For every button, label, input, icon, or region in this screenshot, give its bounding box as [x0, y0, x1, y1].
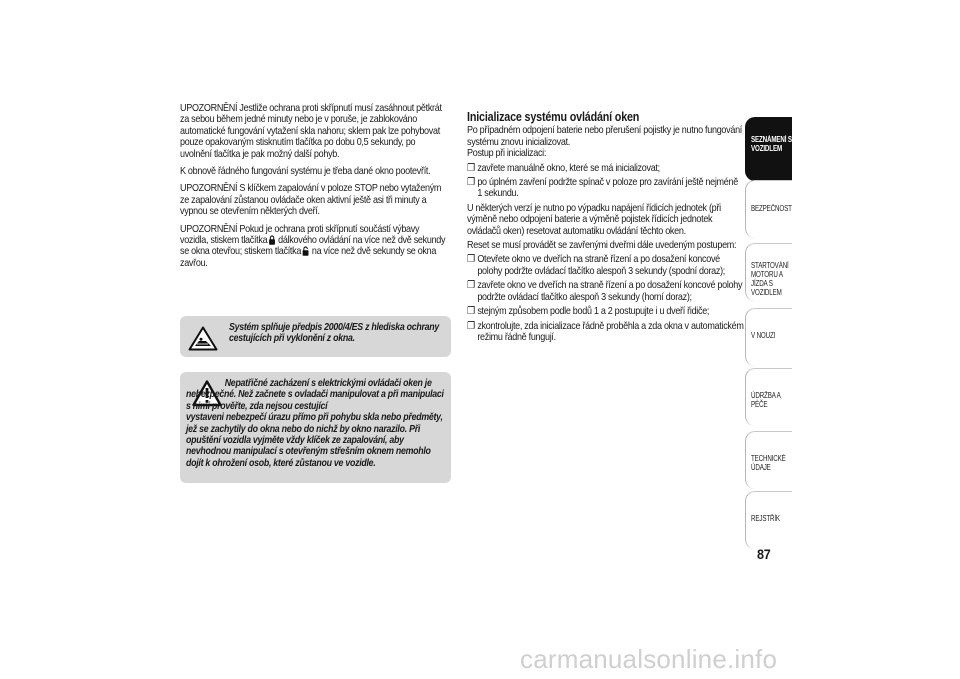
paragraph-remote-control — [180, 224, 447, 270]
paragraph-anti-pinch-warning: UPOZORNĚNÍ Jestliže ochrana proti skřípnutí musí zasáhnout pětkrát za sebou během jedné minuty nebo je v poruše, je zablokováno automatické fungování vytažení skla nahoru; sklem pak lze pohybovat pouze opakovaným stisknutím tlačítka po dobu 0,5 sekundy, po uvolnění tlačítka je pak možný další pohyb. — [180, 102, 442, 160]
list-item-text: stejným způsobem podle bodů 1 a 2 postupujte i u dveří řidiče; — [477, 305, 710, 318]
chapter-tab[interactable] — [745, 368, 792, 426]
checkbox-bullet-icon: ❐ — [467, 161, 475, 174]
list-item-text: zavřete okno ve dveřích na straně řízení a po dosažení koncové polohy podržte ovládací tlačítko alespoň 3 sekundy (horní doraz); — [477, 279, 743, 303]
chapter-tab-label: ÚDRŽBA A PÉČE — [751, 391, 781, 409]
lock-icon — [302, 246, 309, 256]
chapter-tab-label: TECHNICKÉ ÚDAJE — [751, 454, 786, 472]
chapter-tab[interactable] — [745, 431, 792, 489]
chapter-tab[interactable] — [745, 180, 792, 238]
chapter-tab-label: BEZPEČNOST — [751, 204, 792, 213]
remote-text-b: dálkového ovládání na více než dvě sekundy se okna otevřou; stiskem tlačítka — [180, 234, 446, 258]
paragraph-intro: Po případném odpojení baterie nebo přerušení pojistky je nutno fungování systému znovu inicializovat. — [467, 124, 743, 148]
note-danger-warning — [180, 372, 451, 483]
remote-text-c: na více než dvě sekundy se okna zavřou. — [180, 245, 437, 269]
lock-icon — [268, 235, 275, 245]
paragraph-restore-function: K obnově řádného fungování systému je třeba dané okno pootevřít. — [180, 165, 431, 178]
list-item-text: po úplném zavření podržte spínač v poloze pro zavírání ještě nejméně 1 sekundu. — [477, 176, 738, 200]
note-child-protection-text: Systém splňuje předpis 2000/4/ES z hlediska ochrany cestujících při vyklonění z okna. — [229, 322, 440, 345]
reset-steps-list — [467, 254, 744, 343]
list-item — [467, 321, 744, 344]
section-heading: Inicializace systému ovládání oken — [467, 110, 640, 124]
paragraph-reset: U některých verzí je nutno po výpadku napájení řídicích jednotek (při výměně nebo odpojení baterie a výměně pojistek řídicích jednotek ovládačů oken) resetovat automatiku ovládání těchto oken. — [467, 201, 721, 237]
checkbox-bullet-icon: ❐ — [467, 279, 475, 292]
list-item — [467, 177, 744, 200]
list-item — [467, 254, 744, 277]
note-danger-rest: vystaveni nebezpečí úrazu přímo při pohybu skla nebo předměty, jež se zachytily do okna nebo do nichž by okno narazilo. Při opuštění vozidla vyjměte vždy klíček ze zapalování, aby nevhodnou manipulací s otevřeným střešním oknem nemohlo dojít k ohrožení osob, které zůstanou ve vozidle. — [186, 412, 443, 469]
chapter-tab-label: REJSTŘÍK — [751, 514, 780, 523]
list-item — [467, 280, 744, 303]
list-item-text: zkontrolujte, zda inicializace řádně proběhla a zda okna v automatickém režimu řádně fungují. — [477, 319, 744, 343]
note-danger-warning-text — [186, 378, 450, 469]
checkbox-bullet-icon: ❐ — [467, 305, 475, 318]
list-item — [467, 163, 744, 174]
checkbox-bullet-icon: ❐ — [467, 176, 475, 189]
chapter-tab[interactable] — [745, 243, 792, 301]
child-window-warning-icon — [188, 326, 218, 351]
list-item — [467, 306, 744, 317]
chapter-tab-label: SEZNÁMENÍ S VOZIDLEM — [751, 135, 792, 153]
chapter-tab[interactable] — [745, 117, 792, 181]
list-item-text: Otevřete okno ve dveřích na straně řízení a po dosažení koncové polohy podržte ovládací tlačítko alespoň 3 sekundy (spodní doraz); — [477, 253, 726, 277]
note-danger-first: Nepatřičné zacházení s elektrickými ovládači oken je nebezpečné. Než začnete s ovladači manipulovat a při manipulaci s nimi prověřte, zda nejsou cestující — [186, 378, 444, 412]
remote-text-a: UPOZORNĚNÍ Pokud je ochrana proti skřípnutí součástí výbavy vozidla, stiskem tlačítka — [180, 222, 420, 247]
checkbox-bullet-icon: ❐ — [467, 319, 475, 332]
paragraph-ignition-stop: UPOZORNĚNÍ S klíčkem zapalování v poloze STOP nebo vytaženým ze zapalování zůstanou ovládače oken aktivní ještě asi tři minuty a vypnou se otevřením některých dveří. — [180, 182, 442, 218]
init-steps-list — [467, 163, 744, 200]
chapter-tab[interactable] — [745, 308, 792, 366]
note-child-protection — [180, 316, 451, 357]
left-column — [180, 103, 447, 275]
right-column — [467, 112, 744, 346]
page-number: 87 — [757, 546, 771, 562]
chapter-tab-label: STARTOVÁNÍ MOTORU A JÍZDA S VOZIDLEM — [751, 261, 789, 297]
checkbox-bullet-icon: ❐ — [467, 253, 475, 266]
chapter-tab[interactable] — [745, 491, 792, 549]
watermark: carmanualsonline.info — [520, 644, 778, 674]
list-item-text: zavřete manuálně okno, které se má inicializovat; — [477, 161, 660, 174]
reset-label: Reset se musí provádět se zavřenými dveřmi dále uvedeným postupem: — [467, 239, 737, 252]
chapter-tab-label: V NOUZI — [751, 331, 776, 340]
procedure-label: Postup při inicializaci: — [467, 147, 547, 160]
